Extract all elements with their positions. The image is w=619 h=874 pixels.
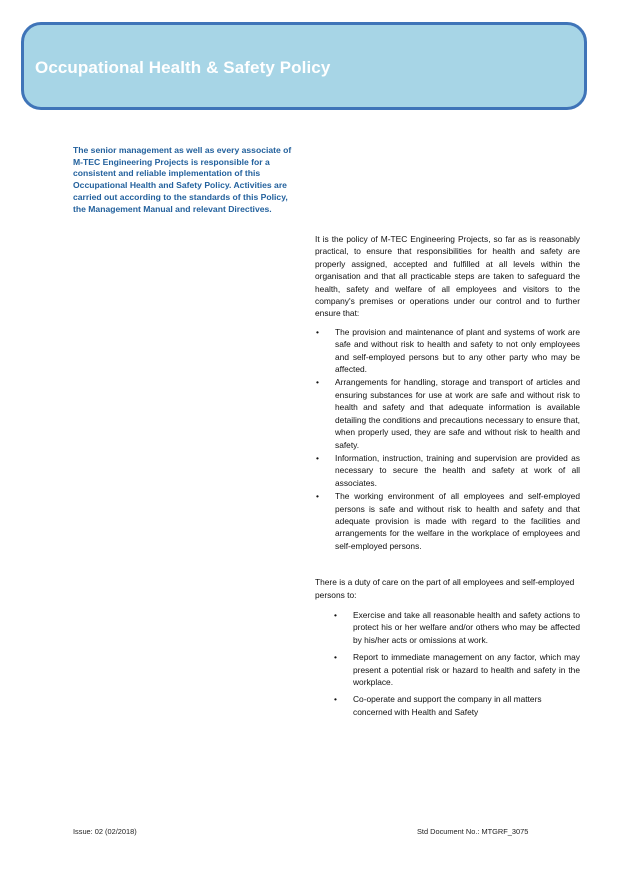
bullet-icon: • <box>316 491 319 502</box>
duty-paragraph: There is a duty of care on the part of all employees and self-employed persons to: <box>315 577 575 600</box>
list-item <box>315 452 580 489</box>
list-item-text: The working environment of all employees and self-employed persons is safe and without risk to health and safety and that adequate provision is made with regard to the facilities and arrangements for the welfare in the workplace of employees and self-employed persons. <box>335 491 580 551</box>
list-item <box>315 609 580 646</box>
footer-issue: Issue: 02 (02/2018) <box>73 827 137 836</box>
intro-statement <box>73 145 299 215</box>
bullet-icon: • <box>334 609 337 620</box>
footer-document-number: Std Document No.: MTGRF_3075 <box>417 827 529 836</box>
list-item-text: Information, instruction, training and supervision are provided as necessary to secure the health and safety at work of all associates. <box>335 452 580 488</box>
bullet-icon: • <box>316 452 319 463</box>
policy-body <box>315 233 580 723</box>
bullet-icon: • <box>316 377 319 388</box>
list-item <box>315 326 580 376</box>
list-item <box>315 693 580 718</box>
bullet-icon: • <box>334 652 337 663</box>
list-item <box>315 490 580 552</box>
bullet-icon: • <box>334 694 337 705</box>
list-item-text: Exercise and take all reasonable health and safety actions to protect his or her welfare and/or others who may be affected by his/her acts or omissions at work. <box>353 609 580 645</box>
duty-list <box>315 609 580 718</box>
list-item-text: Co-operate and support the company in all matters concerned with Health and Safety <box>353 694 542 717</box>
page-title: Occupational Health & Safety Policy <box>35 58 331 77</box>
list-item <box>315 376 580 450</box>
list-item-text: The provision and maintenance of plant and systems of work are safe and without risk to health and safety to not only employees and self-employed persons but to any other party who may be affected. <box>335 326 580 375</box>
policy-list <box>315 326 580 552</box>
intro-text: The senior management as well as every associate of M-TEC Engineering Projects is responsible for a consistent and reliable implementation of this Occupational Health and Safety Policy. Activities are carried out according to the standards of this Policy, the Management Manual and relevant Directives. <box>73 145 292 214</box>
bullet-icon: • <box>316 326 319 337</box>
policy-paragraph: It is the policy of M-TEC Engineering Projects, so far as is reasonably practical, to ensure that responsibilities for health and safety are properly assigned, accepted and fulfilled at all levels within the organisation and that all practicable steps are taken to safeguard the health, safety and welfare of all employees and visitors to the company's premises or operations under our control and to further ensure that: <box>315 234 580 319</box>
list-item-text: Report to immediate management on any factor, which may present a potential risk or hazard to health and safety in the workplace. <box>353 652 580 687</box>
list-item-text: Arrangements for handling, storage and transport of articles and ensuring substances for use at work are safe and without risk to health and safety and that adequate information is available detailing the conditions and precautions necessary to ensure that, when properly used, they are safe and without risk to health and safety. <box>335 377 580 450</box>
list-item <box>315 651 580 688</box>
title-banner <box>21 22 587 110</box>
